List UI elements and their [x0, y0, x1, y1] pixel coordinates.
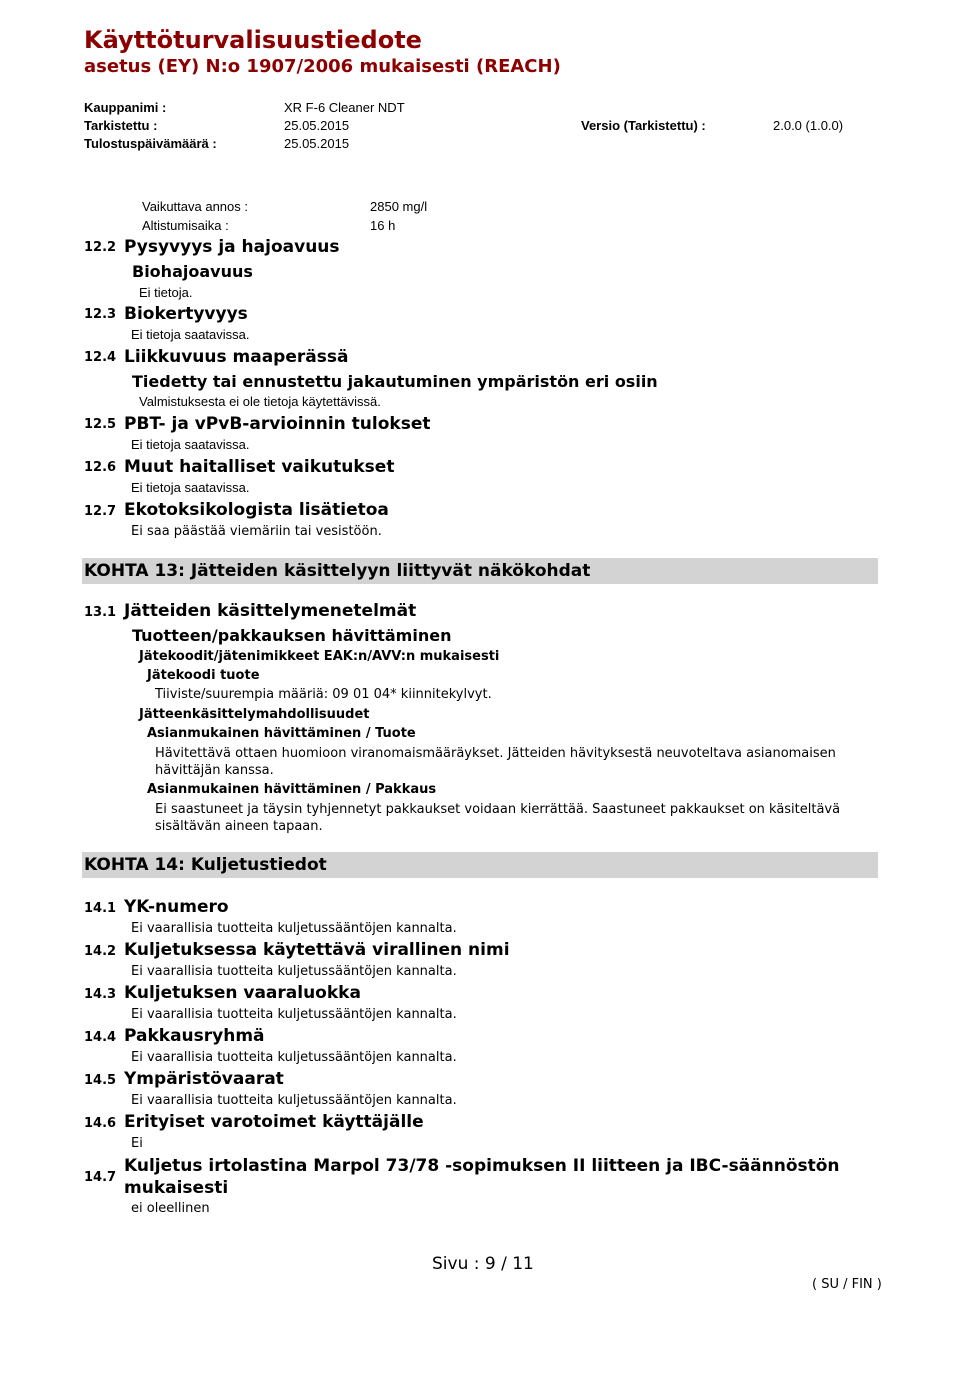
section-heading: Kuljetuksessa käytettävä virallinen nimi	[124, 940, 510, 960]
effective-dose-value: 2850 mg/l	[370, 199, 428, 214]
checked-value: 25.05.2015	[284, 118, 350, 133]
body-text: Ei tietoja saatavissa.	[131, 437, 250, 452]
section-number: 14.3	[84, 987, 117, 1002]
section-number: 12.4	[84, 350, 117, 365]
effective-dose-label: Vaikuttava annos :	[142, 199, 248, 214]
body-text: Ei vaarallisia tuotteita kuljetussääntöjen kannalta.	[131, 1093, 457, 1108]
body-text: Ei tietoja saatavissa.	[131, 480, 250, 495]
checked-label: Tarkistettu :	[84, 118, 158, 133]
body-text: Ei vaarallisia tuotteita kuljetussääntöjen kannalta.	[131, 1007, 457, 1022]
page-number: Sivu : 9 / 11	[432, 1254, 534, 1274]
version-label: Versio (Tarkistettu) :	[581, 118, 706, 133]
disposal-package-text: Ei saastuneet ja täysin tyhjennetyt pakkaukset voidaan kierrättää. Saastuneet pakkaukset on käsiteltävä sisältävän aineen tapaan.	[155, 802, 841, 834]
section-heading: Pysyvyys ja hajoavuus	[124, 237, 340, 257]
section-number: 14.6	[84, 1116, 117, 1131]
section-heading-continued: mukaisesti	[124, 1178, 229, 1198]
section-13-title: KOHTA 13: Jätteiden käsittelyyn liittyvät näkökohdat	[84, 561, 591, 581]
disposal-product-text: Hävitettävä ottaen huomioon viranomaismääräykset. Jätteiden hävityksestä neuvoteltava asianomaisen hävittäjän kanssa.	[155, 746, 836, 778]
version-value: 2.0.0 (1.0.0)	[773, 118, 844, 133]
section-number: 12.6	[84, 460, 117, 475]
section-heading: Jätteiden käsittelymenetelmät	[124, 601, 417, 621]
print-date-value: 25.05.2015	[284, 136, 350, 151]
section-number: 14.7	[84, 1170, 117, 1185]
disposal-package-heading: Asianmukainen hävittäminen / Pakkaus	[147, 782, 437, 797]
body-text: Ei saa päästää viemäriin tai vesistöön.	[131, 524, 382, 539]
body-text: Ei vaarallisia tuotteita kuljetussääntöjen kannalta.	[131, 921, 457, 936]
section-heading: Pakkausryhmä	[124, 1026, 265, 1046]
section-14-bar	[82, 852, 878, 878]
body-text: Ei tietoja saatavissa.	[131, 327, 250, 342]
section-number: 12.5	[84, 417, 117, 432]
body-text: Ei tietoja.	[139, 285, 193, 300]
body-text: Valmistuksesta ei ole tietoja käytettävissä.	[139, 394, 381, 409]
disposal-options-heading: Jätteenkäsittelymahdollisuudet	[139, 707, 370, 722]
body-text: Ei vaarallisia tuotteita kuljetussääntöjen kannalta.	[131, 964, 457, 979]
section-heading: Muut haitalliset vaikutukset	[124, 457, 395, 477]
waste-code-text: Tiiviste/suurempia määriä: 09 01 04* kiinnitekylvyt.	[155, 687, 492, 702]
section-14-title: KOHTA 14: Kuljetustiedot	[84, 855, 327, 875]
section-number: 12.7	[84, 504, 117, 519]
subsection-heading: Tiedetty tai ennustettu jakautuminen ympäristön eri osiin	[132, 372, 658, 391]
trade-name-value: XR F-6 Cleaner NDT	[284, 100, 405, 115]
section-heading: PBT- ja vPvB-arvioinnin tulokset	[124, 414, 431, 434]
section-heading: Erityiset varotoimet käyttäjälle	[124, 1112, 424, 1132]
body-text: Ei vaarallisia tuotteita kuljetussääntöjen kannalta.	[131, 1050, 457, 1065]
waste-code-product-heading: Jätekoodi tuote	[147, 668, 260, 683]
section-number: 14.4	[84, 1030, 117, 1045]
section-number: 13.1	[84, 605, 117, 620]
section-heading: Kuljetuksen vaaraluokka	[124, 983, 361, 1003]
body-text: ei oleellinen	[131, 1201, 210, 1216]
section-heading: Liikkuvuus maaperässä	[124, 347, 349, 367]
disposal-product-heading: Asianmukainen hävittäminen / Tuote	[147, 726, 416, 741]
section-number: 14.2	[84, 944, 117, 959]
subsection-heading: Tuotteen/pakkauksen hävittäminen	[132, 626, 452, 645]
section-heading: Biokertyvyys	[124, 304, 248, 324]
section-number: 12.3	[84, 307, 117, 322]
section-heading: YK-numero	[124, 897, 229, 917]
subsection-heading: Biohajoavuus	[132, 262, 253, 281]
section-heading: Ekotoksikologista lisätietoa	[124, 500, 389, 520]
trade-name-label: Kauppanimi :	[84, 100, 167, 115]
section-number: 12.2	[84, 240, 117, 255]
section-number: 14.1	[84, 901, 117, 916]
exposure-time-value: 16 h	[370, 218, 396, 233]
body-text: Ei	[131, 1136, 143, 1151]
waste-codes-heading: Jätekoodit/jätenimikkeet EAK:n/AVV:n mukaisesti	[139, 649, 500, 664]
section-heading: Ympäristövaarat	[124, 1069, 284, 1089]
print-date-label: Tulostuspäivämäärä :	[84, 136, 217, 151]
language-code: ( SU / FIN )	[812, 1277, 882, 1292]
section-heading: Kuljetus irtolastina Marpol 73/78 -sopimuksen II liitteen ja IBC-säännöstön	[124, 1156, 840, 1176]
document-title: Käyttöturvalisuustiedote	[84, 26, 422, 54]
document-subtitle: asetus (EY) N:o 1907/2006 mukaisesti (REACH)	[84, 56, 561, 77]
section-13-bar	[82, 558, 878, 584]
section-number: 14.5	[84, 1073, 117, 1088]
exposure-time-label: Altistumisaika :	[142, 218, 229, 233]
